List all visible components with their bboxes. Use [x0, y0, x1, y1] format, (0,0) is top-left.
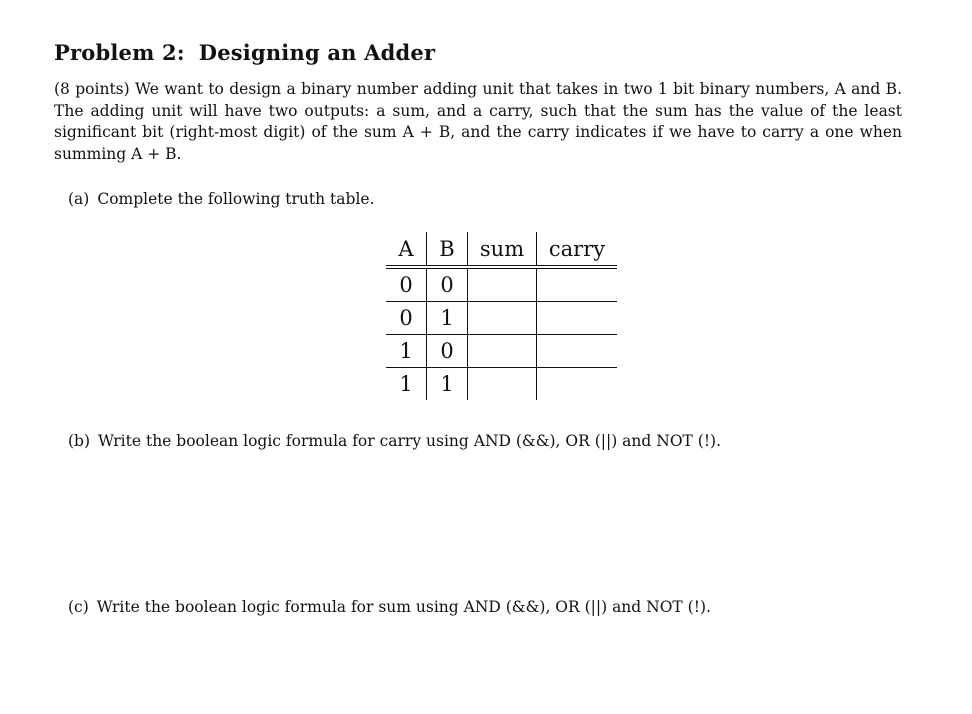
cell-a: 0	[386, 267, 427, 302]
cell-b: 1	[427, 368, 468, 401]
table-row	[386, 267, 617, 302]
sum-answer-cell[interactable]	[468, 302, 537, 335]
part-b-text: Write the boolean logic formula for carry using AND (&&), OR (||) and NOT (!).	[98, 432, 722, 450]
table-row	[386, 335, 617, 368]
cell-b: 0	[427, 267, 468, 302]
part-c	[68, 598, 711, 616]
header-b: B	[427, 232, 468, 267]
problem-heading: Designing an Adder	[198, 40, 436, 65]
carry-answer-cell[interactable]	[537, 302, 618, 335]
table-row	[386, 368, 617, 401]
carry-answer-cell[interactable]	[537, 335, 618, 368]
header-sum: sum	[468, 232, 537, 267]
cell-b: 0	[427, 335, 468, 368]
sum-answer-cell[interactable]	[468, 335, 537, 368]
problem-title	[54, 40, 435, 65]
truth-table	[386, 232, 617, 400]
part-a	[68, 190, 375, 208]
header-carry: carry	[537, 232, 618, 267]
carry-answer-cell[interactable]	[537, 368, 618, 401]
part-b	[68, 432, 721, 450]
part-c-label: (c)	[68, 598, 89, 616]
cell-a: 1	[399, 372, 413, 396]
cell-b: 1	[427, 302, 468, 335]
part-c-text: Write the boolean logic formula for sum using AND (&&), OR (||) and NOT (!).	[96, 598, 711, 616]
cell-a: 0	[386, 302, 427, 335]
part-b-label: (b)	[68, 432, 91, 450]
table-row	[386, 302, 617, 335]
sum-answer-cell[interactable]	[468, 267, 537, 302]
carry-answer-cell[interactable]	[537, 267, 618, 302]
problem-number: Problem 2:	[54, 40, 185, 65]
sum-answer-cell[interactable]	[468, 368, 537, 401]
cell-a: 1	[386, 335, 427, 368]
part-a-label: (a)	[68, 190, 90, 208]
truth-table-header-row	[386, 232, 617, 267]
header-a: A	[386, 232, 427, 267]
part-a-text: Complete the following truth table.	[97, 190, 375, 208]
problem-description: (8 points) We want to design a binary number adding unit that takes in two 1 bit binary numbers, A and B. The adding unit will have two outputs: a sum, and a carry, such that the sum has the value of the least significant bit (right-most digit) of the sum A + B, and the carry indicates if we have to carry a one when summing A + B.	[54, 80, 902, 163]
